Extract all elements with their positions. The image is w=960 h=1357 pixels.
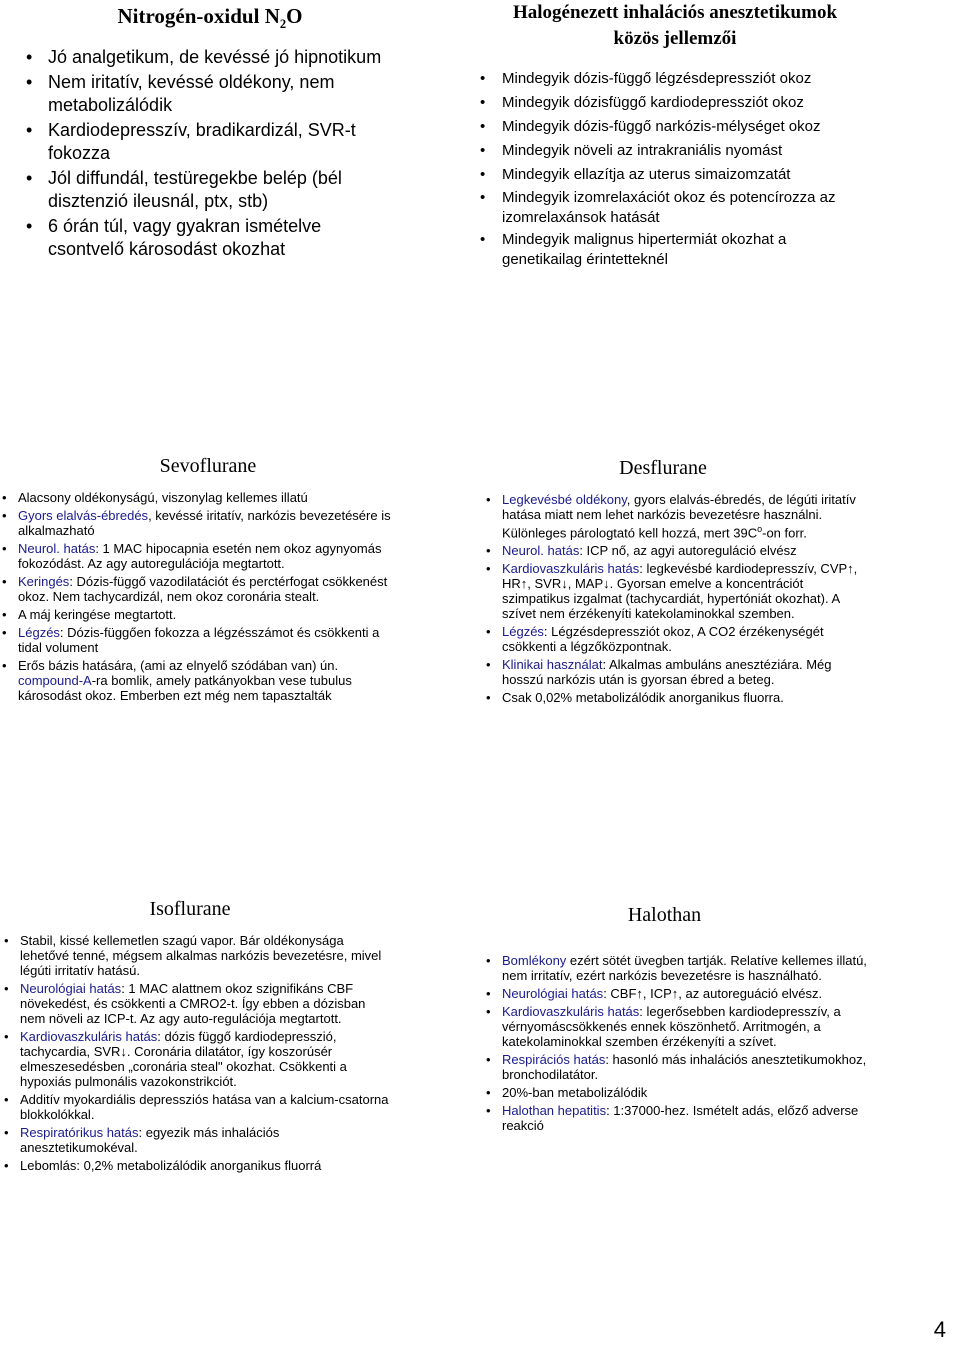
slide-desflurane xyxy=(502,457,864,708)
slide-halothan xyxy=(502,904,867,1136)
page-number: 4 xyxy=(933,1317,946,1342)
list-item: • Mindegyik izomrelaxációt okoz és potencírozza az izomrelaxánsok hatását xyxy=(502,188,870,228)
bullet-list xyxy=(502,953,867,1133)
slide-title: Nitrogén-oxidul $N_2O$ xyxy=(117,4,303,32)
list-item: • Neurológiai hatás: 1 MAC alattnem okoz szignifikáns CBF növekedést, és csökkenti a CMRO2-t. Így ebben a dózisban nem növeli az ICP-t. Az agy auto-regulációja megtartott. xyxy=(20,981,390,1026)
list-item: • Gyors elalvás-ébredés, kevéssé iritatív, narkózis bevezetésére is alkalmazható xyxy=(18,508,398,538)
list-item: • Additív myokardiális depressziós hatása van a kalcium-csatorna blokkolókkal. xyxy=(20,1092,390,1122)
slide-sevoflurane xyxy=(18,455,398,706)
list-item: • Alacsony oldékonyságú, viszonylag kellemes illatú xyxy=(18,490,398,505)
list-item: • Legkevésbé oldékony, gyors elalvás-ébredés, de légúti iritatív hatása miatt nem lehet narkózis bevezetésre használni. Különleges párologtató kell hozzá, mert $39C^o-on$ forr. xyxy=(502,492,864,540)
bullet-list xyxy=(502,492,864,705)
slide-nitrous-oxide xyxy=(20,4,400,263)
list-item: • Csak 0,02% metabolizálódik anorganikus fluorra. xyxy=(502,690,864,705)
list-item: • Bomlékony ezért sötét üvegben tartják. Relatíve kellemes illatú, nem irritatív, ezért narkózis bevezetésre is használható. xyxy=(502,953,867,983)
list-item: • Légzés: Légzésdepressziót okoz, A CO2 érzékenységét csökkenti a légzőközpontnak. xyxy=(502,624,864,654)
slide-title: Halogénezett inhalációs anesztetikumok közös jellemzői xyxy=(512,2,838,49)
list-item: • Nem iritatív, kevéssé oldékony, nem metabolizálódik xyxy=(48,71,400,117)
list-item: • Kardiovaszkuláris hatás: legkevésbé kardiodepresszív, CVP↑, HR↑, SVR↓, MAP↓. Gyorsan emelve a koncentrációt szimpatikus izgalmat (tachycardiát, hypertóniát okozhat). A szívet nem érzékenyíti katekolaminokkal szemben. xyxy=(502,561,864,621)
list-item: • Jó analgetikum, de kevéssé jó hipnotikum xyxy=(48,46,400,69)
list-item: • Légzés: Dózis-függően fokozza a légzésszámot és csökkenti a tidal volument xyxy=(18,625,398,655)
list-item: • Neurol. hatás: 1 MAC hipocapnia esetén nem okoz agynyomás fokozódást. Az agy autoregulációja megtartott. xyxy=(18,541,398,571)
list-item: • Mindegyik malignus hipertermiát okozhat a genetikailag érintetteknél xyxy=(502,230,870,270)
list-item: • Mindegyik növeli az intrakraniális nyomást xyxy=(502,140,870,162)
slide-title: Isoflurane xyxy=(149,898,231,920)
list-item: • Erős bázis hatására, (ami az elnyelő szódában van) ún. compound-A-ra bomlik, amely patkányokban vese tubulus károsodást okoz. Emberben ezt még nem tapasztalták xyxy=(18,658,398,703)
slide-title: Sevoflurane xyxy=(159,455,257,477)
list-item: • 20%-ban metabolizálódik xyxy=(502,1085,867,1100)
list-item: • A máj keringése megtartott. xyxy=(18,607,398,622)
bullet-list xyxy=(20,933,390,1173)
slide-halogenated-anesthetics xyxy=(480,0,870,272)
list-item: • Jól diffundál, testüregekbe belép (bél disztenzió ileusnál, ptx, stb) xyxy=(48,167,400,213)
list-item: • Neurol. hatás: ICP nő, az agyi autoreguláció elvész xyxy=(502,543,864,558)
slide-isoflurane xyxy=(20,898,390,1176)
bullet-list xyxy=(18,490,398,703)
bullet-list xyxy=(480,68,870,270)
list-item: • Mindegyik dózis-függő légzésdepressziót okoz xyxy=(502,68,870,90)
list-item: • Halothan hepatitis: 1:37000-hez. Ismételt adás, előző adverse reakció xyxy=(502,1103,867,1133)
list-item: • Mindegyik ellazítja az uterus simaizomzatát xyxy=(502,164,870,186)
bullet-list xyxy=(20,46,400,261)
list-item: • Neurológiai hatás: CBF↑, ICP↑, az autoreguáció elvész. xyxy=(502,986,867,1001)
list-item: • Keringés: Dózis-függő vazodilatációt és perctérfogat csökkenést okoz. Nem tachycardizál, nem okoz coronária stealt. xyxy=(18,574,398,604)
list-item: • 6 órán túl, vagy gyakran ismételve csontvelő károsodást okozhat xyxy=(48,215,400,261)
list-item: • Lebomlás: 0,2% metabolizálódik anorganikus fluorrá xyxy=(20,1158,390,1173)
list-item: • Stabil, kissé kellemetlen szagú vapor. Bár oldékonysága lehetővé tenné, mégsem alkalmas narkózis bevezetésre, mivel légúti irritatív hatású. xyxy=(20,933,390,978)
list-item: • Respiratórikus hatás: egyezik más inhalációs anesztetikumokéval. xyxy=(20,1125,390,1155)
list-item: • Kardiodepresszív, bradikardizál, SVR-t fokozza xyxy=(48,119,400,165)
list-item: • Mindegyik dózisfüggő kardiodepressziót okoz xyxy=(502,92,870,114)
list-item: • Respirációs hatás: hasonló más inhalációs anesztetikumokhoz, bronchodilatátor. xyxy=(502,1052,867,1082)
list-item: • Klinikai használat: Alkalmas ambuláns anesztéziára. Még hosszú narkózis után is gyorsan ébred a beteg. xyxy=(502,657,864,687)
list-item: • Kardiovaszkuláris hatás: legerősebben kardiodepresszív, a vérnyomáscsökkenés ennek köszönhető. Arritmogén, a katekolaminokkal szemben érzékenyíti a szívet. xyxy=(502,1004,867,1049)
slide-title: Desflurane xyxy=(619,457,707,479)
list-item: • Mindegyik dózis-függő narkózis-mélységet okoz xyxy=(502,116,870,138)
slide-title: Halothan xyxy=(627,904,702,926)
list-item: • Kardiovaszkuláris hatás: dózis függő kardiodepresszió, tachycardia, SVR↓. Coronária dilatátor, így koszorúsér elmeszesedésben „coronária steal" okozhat. Csökkenti a hypoxiás pulmonális vazokonstrikciót. xyxy=(20,1029,390,1089)
